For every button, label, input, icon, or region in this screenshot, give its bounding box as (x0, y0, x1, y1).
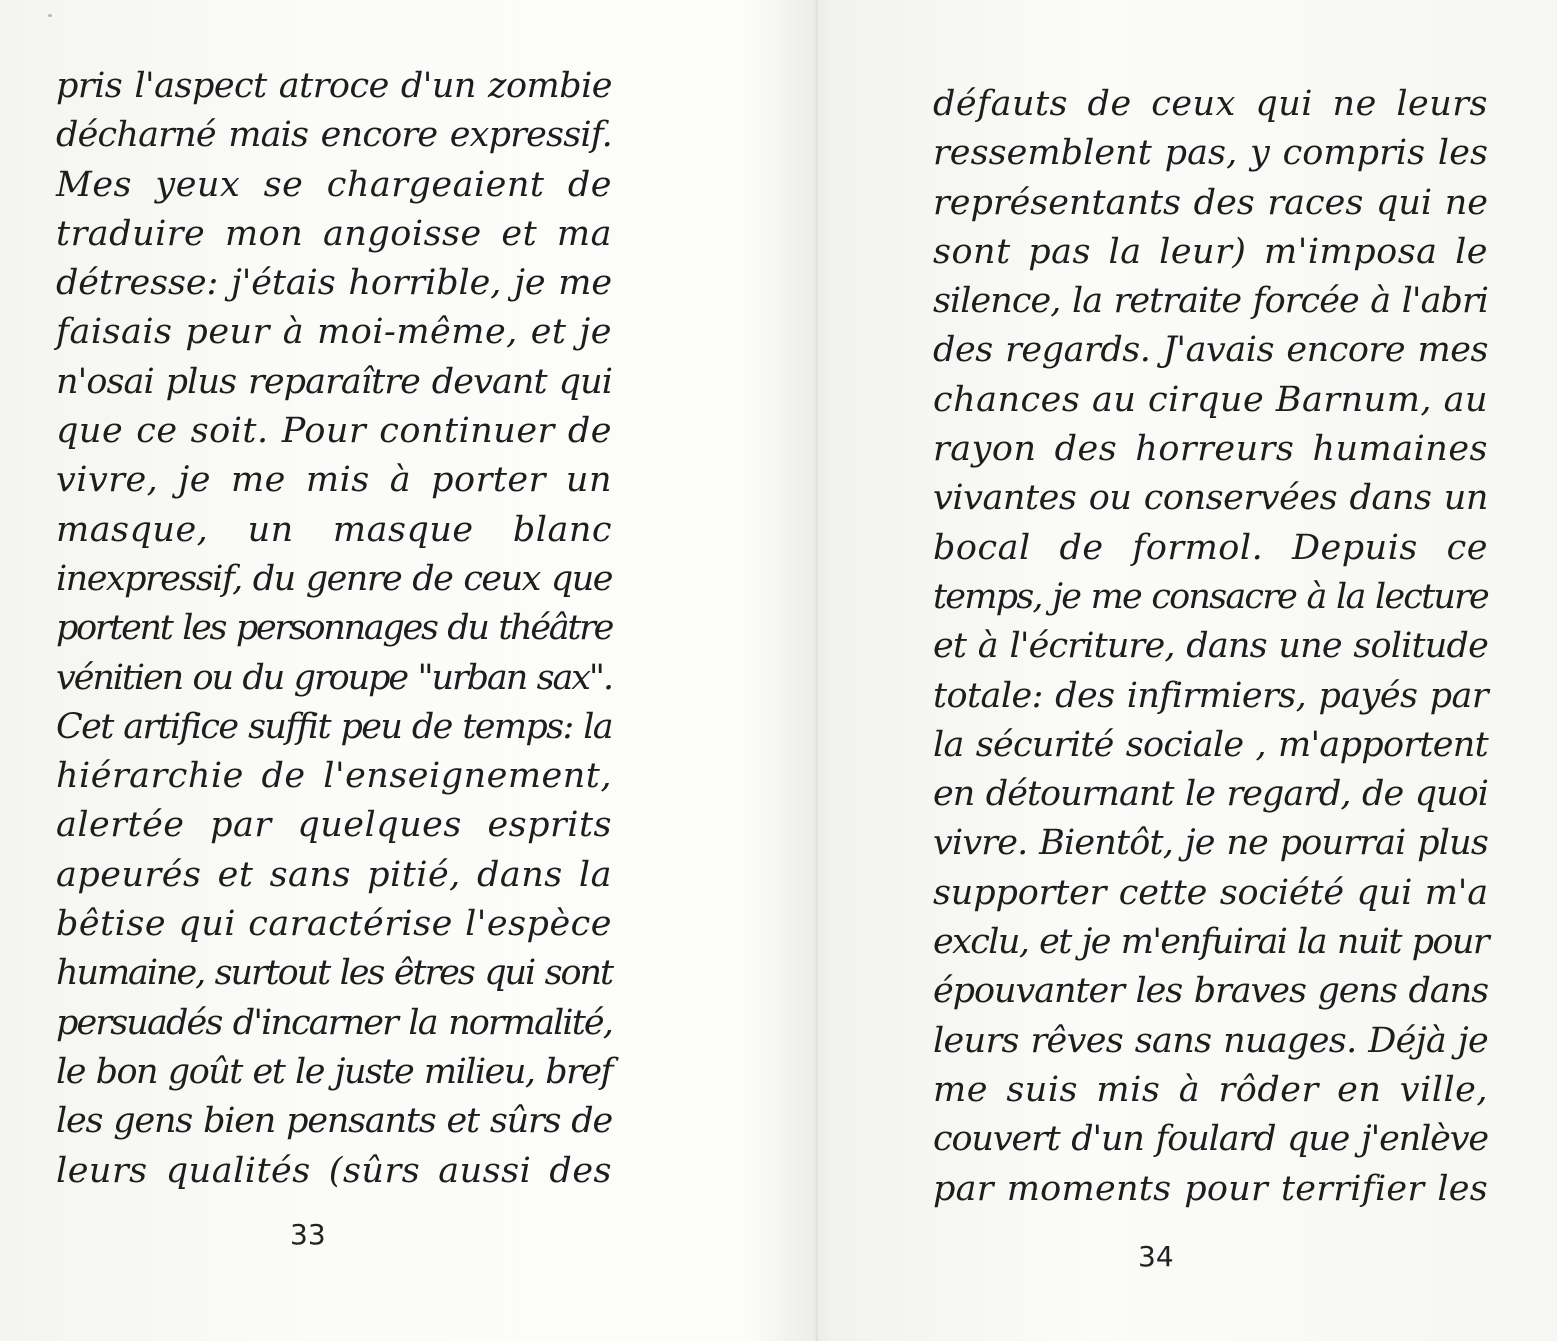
text-line: totale: des infirmiers, payés par (933, 675, 1488, 716)
text-line: les gens bien pensants et sûrs de (56, 1101, 612, 1142)
text-line: apeurés et sans pitié, dans la (56, 854, 612, 895)
text-line: représentants des races qui ne (933, 182, 1488, 223)
page-right (818, 0, 1557, 1341)
text-line: que ce soit. Pour continuer de (56, 411, 612, 452)
text-line: silence, la retraite forcée à l'abri (933, 281, 1488, 322)
text-line: le bon goût et le juste milieu, bref (56, 1051, 612, 1092)
text-line: supporter cette société qui m'a (933, 872, 1488, 913)
text-line: détresse: j'étais horrible, je me (56, 263, 612, 304)
text-line: pris l'aspect atroce d'un zombie (56, 66, 612, 106)
text-line: exclu, et je m'enfuirai la nuit pour (933, 922, 1488, 963)
text-line: rayon des horreurs humaines (933, 429, 1488, 470)
text-line: décharné mais encore expressif. (56, 115, 612, 156)
text-line: humaine, surtout les êtres qui sont (56, 953, 612, 994)
text-line: et à l'écriture, dans une solitude (933, 626, 1488, 667)
text-line: traduire mon angoisse et ma (56, 213, 612, 254)
text-line: ressemblent pas, y compris les (933, 133, 1488, 174)
text-line: en détournant le regard, de quoi (933, 774, 1488, 815)
text-line: chances au cirque Barnum, au (933, 379, 1489, 420)
text-line: vivre, je me mis à porter un (56, 460, 612, 501)
text-line: hiérarchie de l'enseignement, (56, 756, 612, 797)
text-line: vénitien ou du groupe "urban sax". (56, 657, 612, 698)
page-34-text (933, 80, 1488, 1214)
text-line: par moments pour terrifier les (933, 1168, 1488, 1209)
text-line: temps, je me consacre à la lecture (933, 576, 1488, 617)
text-line: bêtise qui caractérise l'espèce (56, 904, 612, 945)
text-line: bocal de formol. Depuis ce (933, 527, 1488, 568)
text-line: leurs rêves sans nuages. Déjà je (933, 1020, 1488, 1061)
text-line: des regards. J'avais encore mes (933, 330, 1488, 371)
text-line: persuadés d'incarner la normalité, (56, 1002, 612, 1043)
text-line: défauts de ceux qui ne leurs (933, 84, 1488, 124)
text-line: vivantes ou conservées dans un (933, 478, 1488, 519)
page-number: 33 (290, 1218, 326, 1251)
text-line: sont pas la leur) m'imposa le (933, 231, 1488, 272)
text-line: faisais peur à moi-même, et je (56, 312, 612, 353)
page-33-text (56, 62, 612, 1196)
page-number: 34 (1138, 1240, 1174, 1273)
text-line: alertée par quelques esprits (56, 805, 612, 846)
text-line: vivre. Bientôt, je ne pourrai plus (933, 823, 1488, 864)
text-line: couvert d'un foulard que j'enlève (933, 1119, 1488, 1160)
text-line: inexpressif, du genre de ceux que (56, 558, 612, 599)
text-line: masque, un masque blanc (56, 509, 612, 550)
text-line: la sécurité sociale , m'apportent (933, 724, 1488, 765)
text-line: me suis mis à rôder en ville, (933, 1069, 1488, 1110)
text-line: Cet artifice suffit peu de temps: la (56, 706, 612, 747)
text-line: Mes yeux se chargeaient de (56, 164, 612, 205)
text-line: leurs qualités (sûrs aussi des (56, 1150, 612, 1191)
text-line: n'osai plus reparaître devant qui (56, 361, 612, 402)
text-line: portent les personnages du théâtre (56, 608, 612, 649)
text-line: épouvanter les braves gens dans (933, 971, 1488, 1012)
